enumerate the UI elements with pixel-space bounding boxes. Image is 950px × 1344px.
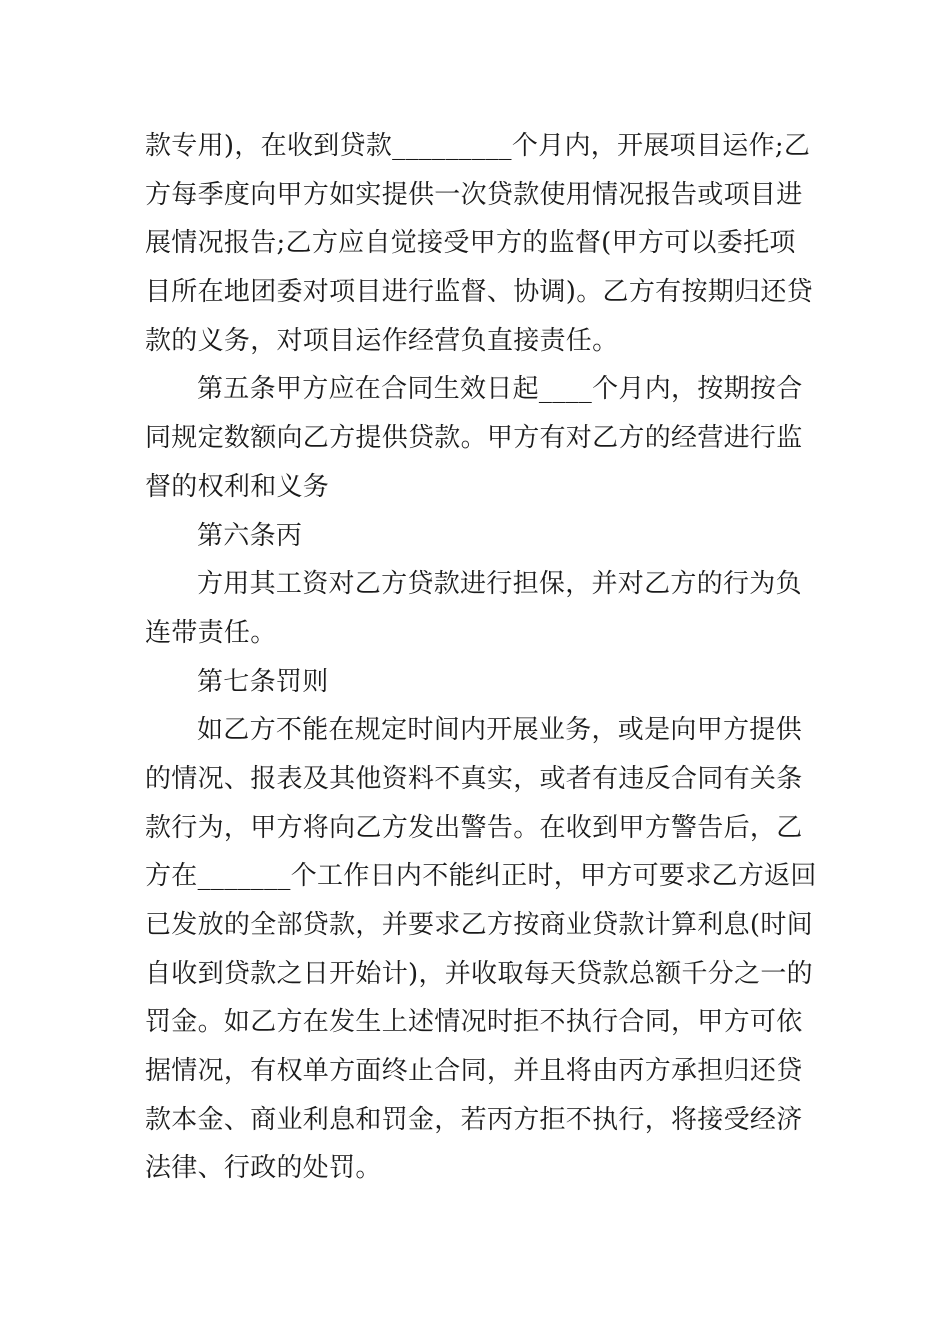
text-line: 已发放的全部贷款，并要求乙方按商业贷款计算利息(时间 [145, 910, 813, 940]
text-line: 目所在地团委对项目进行监督、协调)。乙方有按期归还贷 [145, 277, 813, 308]
text-line: 方每季度向甲方如实提供一次贷款使用情况报告或项目进 [145, 179, 803, 210]
text-line: 法律、行政的处罚。 [145, 1153, 382, 1184]
text-line: 方在_______个工作日内不能纠正时，甲方可要求乙方返回 [145, 861, 817, 892]
text-line: 同规定数额向乙方提供贷款。甲方有对乙方的经营进行监 [145, 423, 803, 454]
text-line: 督的权利和义务 [145, 471, 330, 502]
text-line: 自收到贷款之日开始计)，并收取每天贷款总额千分之一的 [145, 958, 813, 989]
text-line: 方用其工资对乙方贷款进行担保，并对乙方的行为负 [197, 569, 802, 600]
article-7-heading: 第七条罚则 [197, 666, 329, 697]
text-line: 款的义务，对项目运作经营负直接责任。 [145, 325, 619, 356]
text-line: 款本金、商业利息和罚金，若丙方拒不执行，将接受经济 [145, 1104, 803, 1135]
article-6-heading: 第六条丙 [197, 520, 303, 551]
text-line: 罚金。如乙方在发生上述情况时拒不执行合同，甲方可依 [145, 1007, 803, 1038]
text-line: 展情况报告;乙方应自觉接受甲方的监督(甲方可以委托项 [145, 228, 796, 259]
text-line: 的情况、报表及其他资料不真实，或者有违反合同有关条 [145, 763, 803, 794]
article-5-line: 第五条甲方应在合同生效日起____个月内，按期按合 [197, 374, 803, 405]
text-line: 如乙方不能在规定时间内开展业务，或是向甲方提供 [197, 715, 802, 746]
contract-text-body [145, 122, 817, 1193]
text-line: 款行为，甲方将向乙方发出警告。在收到甲方警告后，乙 [145, 812, 803, 843]
text-line: 连带责任。 [145, 617, 277, 648]
text-line: 据情况，有权单方面终止合同，并且将由丙方承担归还贷 [145, 1056, 803, 1087]
text-line: 款专用)，在收到贷款_________个月内，开展项目运作;乙 [145, 131, 811, 161]
